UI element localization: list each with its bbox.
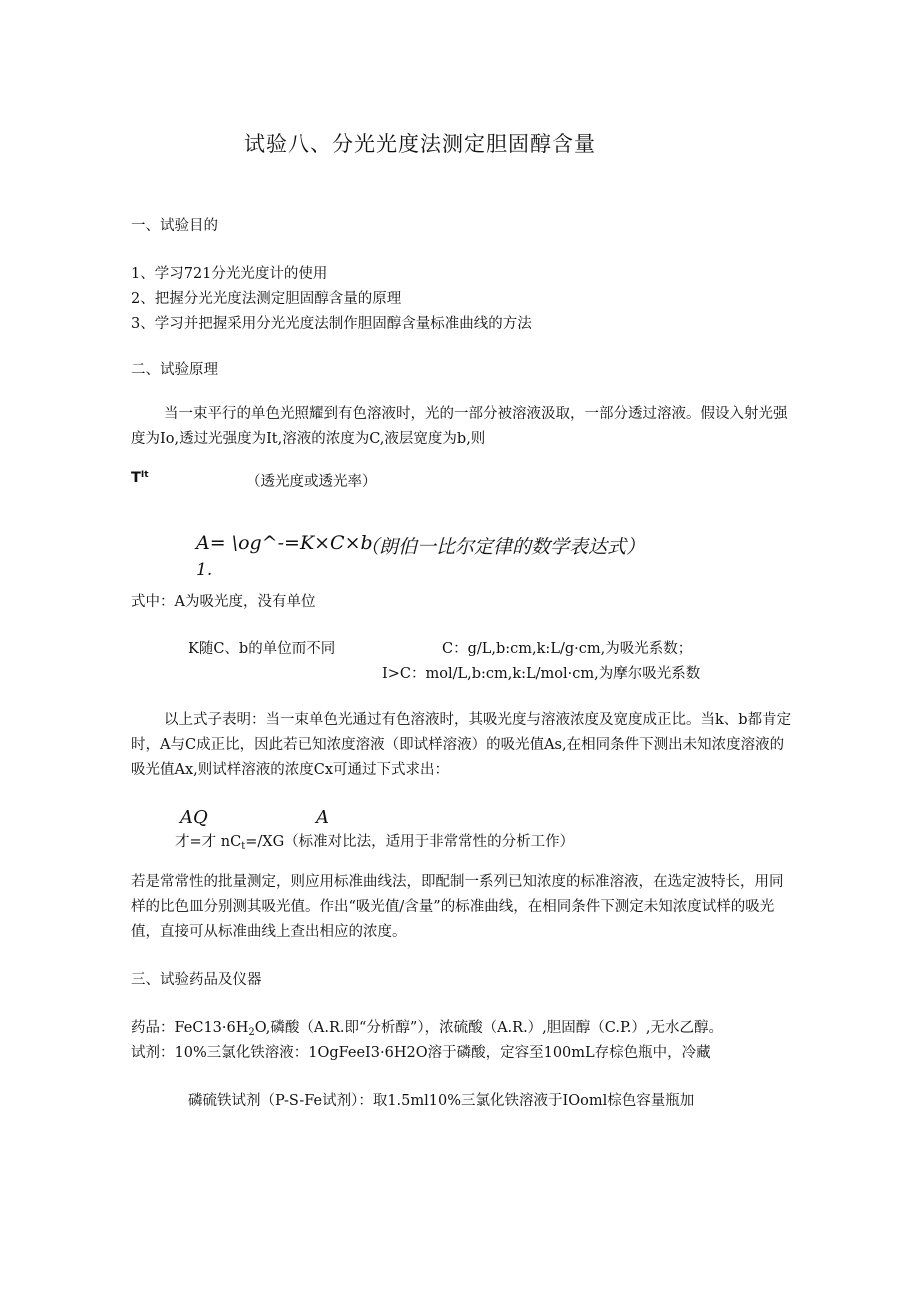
reagent-line: 试剂：10%三氯化铁溶液：1OgFeeI3·6H2O溶于磷酸，定容至100mL存棕色瓶中，冷藏	[131, 1045, 711, 1061]
k-case-absorption: C：g/L,b:cm,k:L/g·cm,为吸光系数；	[442, 641, 693, 657]
drugs-subscript: 2	[248, 1027, 255, 1038]
transmittance-label	[131, 470, 149, 486]
k-dependency: K随C、b的单位而不同	[188, 641, 336, 657]
equation-part-b: =/XG（标准对比法，适用于非常常性的分析工作）	[245, 834, 575, 850]
equation-top-left: AQ	[180, 807, 208, 828]
objective-item-1: 1、学习721分光光度计的使用	[131, 266, 328, 282]
page-title: 试验八、分光光度法测定胆固醇含量	[244, 132, 596, 156]
t-symbol: T	[131, 470, 141, 486]
objective-item-2: 2、把握分光光度法测定胆固醇含量的原理	[131, 291, 402, 307]
where-line: 式中：A为吸光度，没有单位	[131, 594, 316, 610]
drugs-part-b: O,磷酸（A.R.即“分析醇”），浓硫酸（A.R.）,胆固醇（C.P.）,无水乙醇。	[254, 1020, 724, 1036]
transmittance-note: （透光度或透光率）	[246, 474, 377, 490]
section1-heading: 一、试验目的	[131, 218, 218, 234]
equation-top-right: A	[316, 807, 329, 828]
standard-comparison-equation	[175, 830, 574, 852]
drugs-line	[131, 1016, 723, 1038]
section2-heading: 二、试验原理	[131, 362, 218, 378]
standard-curve-paragraph: 若是常常性的批量测定，则应用标准曲线法，即配制一系列已知浓度的标准溶液，在选定波特长，用同样的比色皿分别测其吸光值。作出“吸光值/含量”的标准曲线，在相同条件下测定未知浓度试样的吸光值，直接可从标准曲线上查出相应的浓度。	[131, 874, 784, 940]
drugs-part-a: 药品：FeC13·6H	[131, 1020, 249, 1036]
psfe-reagent-line: 磷硫铁试剂（P-S-Fe试剂）：取1.5ml10%三氯化铁溶液于IOoml棕色容量瓶加	[188, 1093, 695, 1109]
equation-part-a: 才=才 nC	[175, 834, 242, 850]
formula-note: （朗伯一比尔定律的数学表达式）	[360, 536, 646, 558]
section3-heading: 三、试验药品及仪器	[131, 972, 262, 988]
explanation-paragraph: 以上式子表明：当一束单色光通过有色溶液时，其吸光度与溶液浓度及宽度成正比。当k、b都肯定时，A与C成正比，因此若已知浓度溶液（即试样溶液）的吸光值As,在相同条件下测出未知浓度溶液的吸光值Ax,则试样溶液的浓度Cx可通过下式求出：	[131, 712, 792, 778]
formula-subscript: 1.	[196, 560, 213, 580]
principle-intro: 当一束平行的单色光照耀到有色溶液时，光的一部分被溶液汲取，一部分透过溶液。假设入射光强度为Io,透过光强度为It,溶液的浓度为C,液层宽度为b,则	[131, 406, 788, 447]
objective-item-3: 3、学习并把握采用分光光度法制作胆固醇含量标准曲线的方法	[131, 316, 532, 332]
t-superscript: It	[140, 470, 149, 480]
k-case-molar: I>C：mol/L,b:cm,k:L/mol·cm,为摩尔吸光系数	[382, 666, 701, 682]
beer-lambert-formula: A= \og^-=K×C×b	[196, 532, 373, 554]
equation-subscript: t	[241, 841, 246, 852]
